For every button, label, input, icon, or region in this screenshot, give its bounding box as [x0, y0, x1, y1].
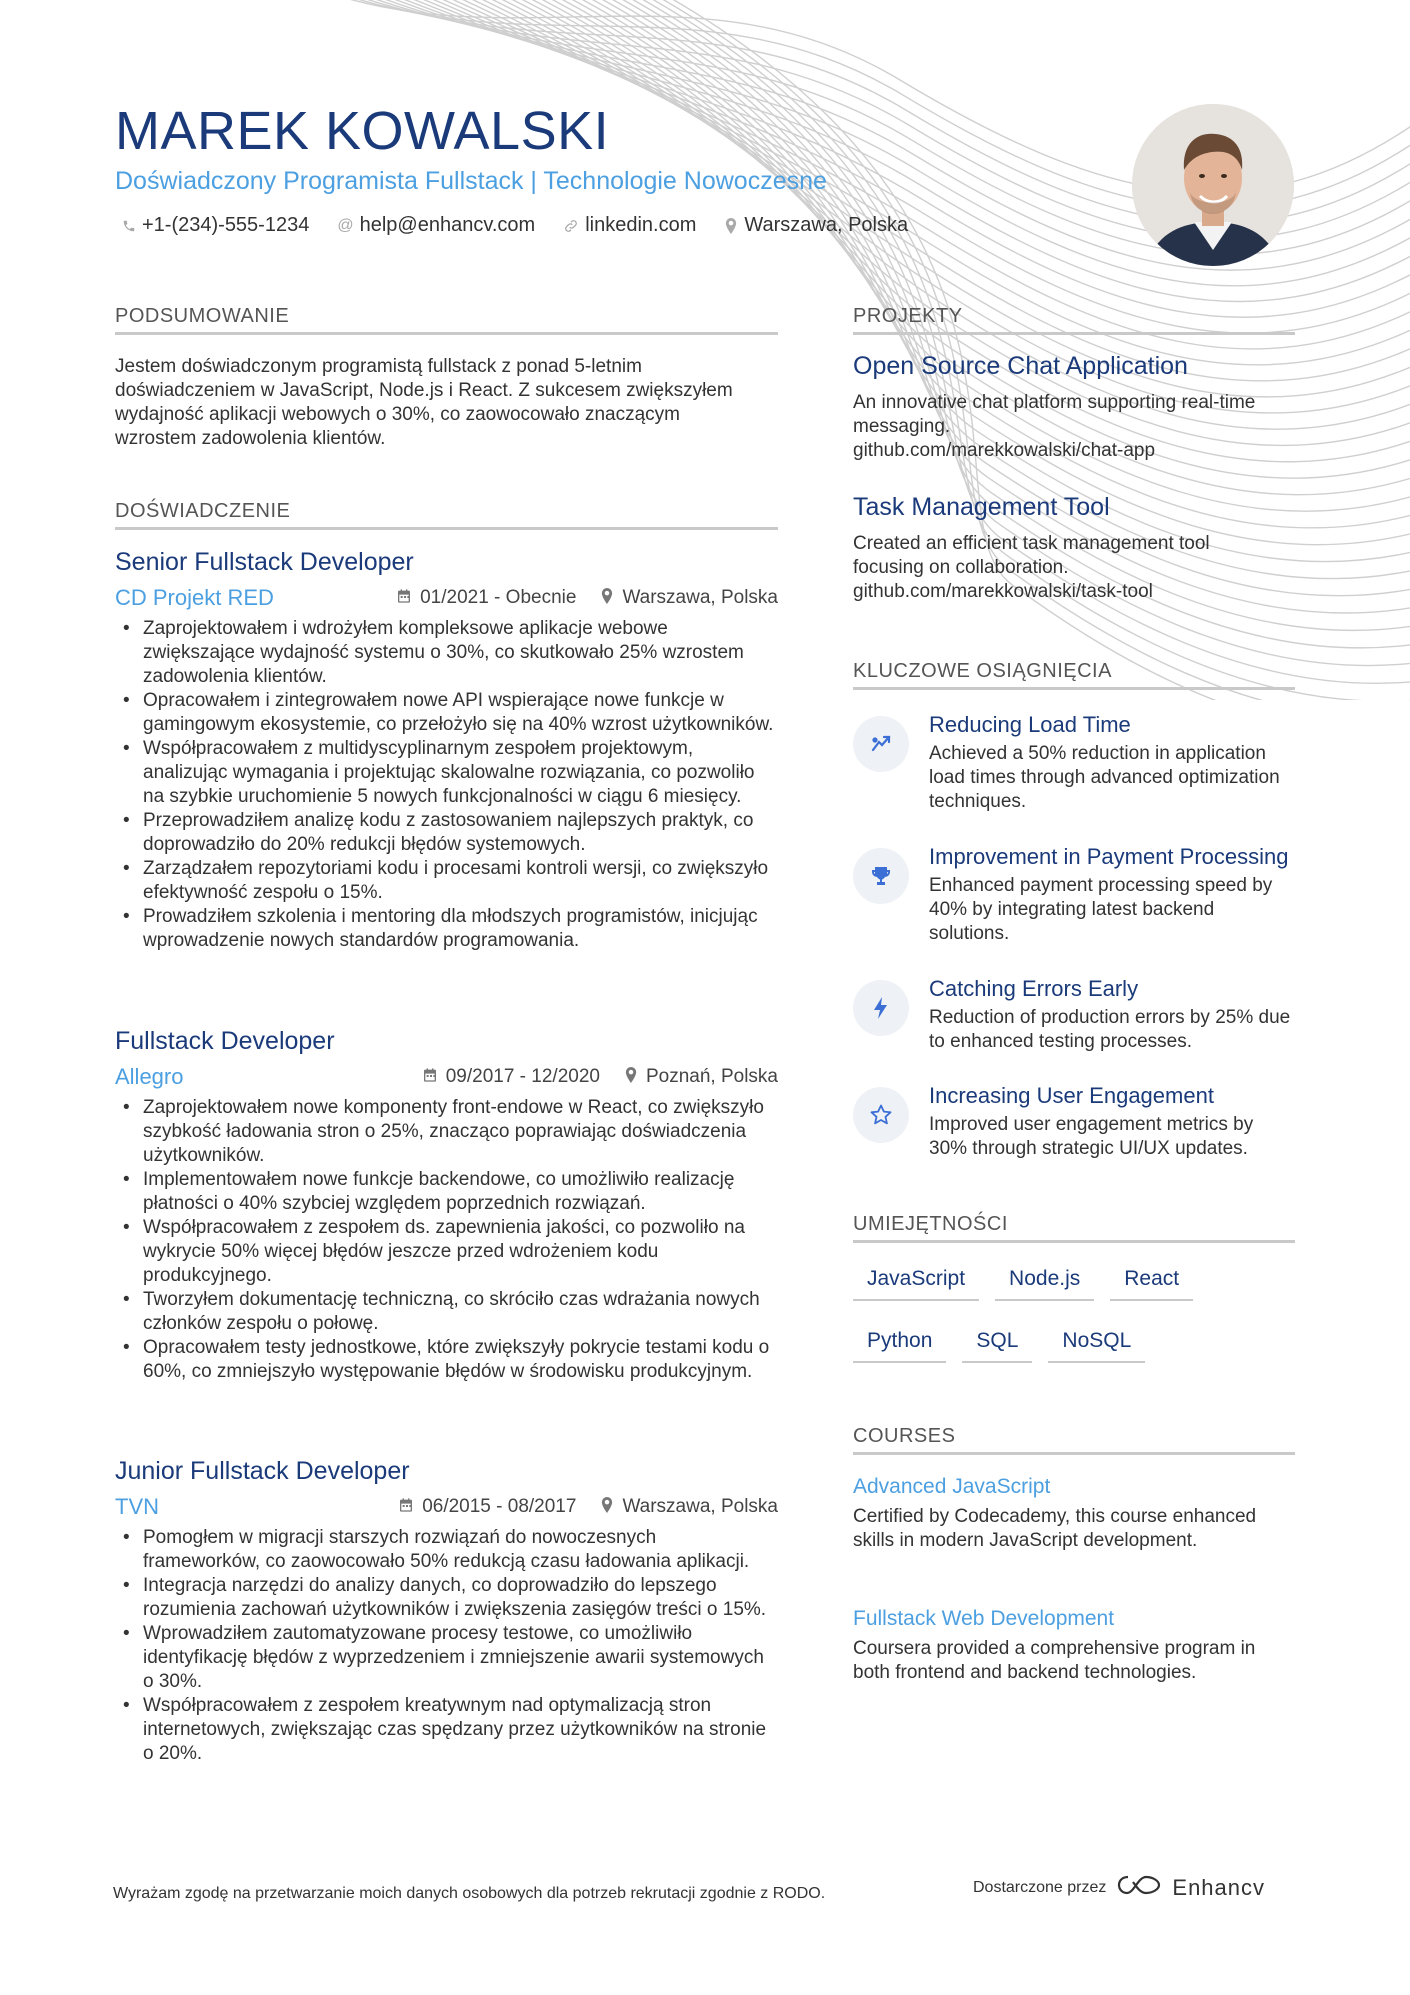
candidate-name: MAREK KOWALSKI: [115, 101, 610, 161]
skill-tag: SQL: [962, 1329, 1032, 1363]
enhancv-logo-icon: [1116, 1872, 1162, 1903]
bullet-item: • Prowadziłem szkolenia i mentoring dla młodszych programistów, inicjując wprowadzenie nowych standardów programowania.: [115, 905, 778, 953]
job-dates-text: 06/2015 - 08/2017: [422, 1496, 577, 1517]
contact-email[interactable]: [337, 214, 535, 237]
job-location: [600, 587, 778, 609]
project-title: Open Source Chat Application: [853, 352, 1188, 380]
achievement-description: Improved user engagement metrics by 30% through strategic UI/UX updates.: [929, 1114, 1254, 1159]
bullet-item: • Opracowałem i zintegrowałem nowe API wspierające nowe funkcje w gamingowym ekosystemie, co przełożyło się na 40% wzrost użytkowników.: [115, 689, 778, 737]
link-icon: [563, 218, 579, 234]
project-title: Task Management Tool: [853, 493, 1110, 521]
job-meta: [115, 1064, 778, 1090]
job-location-text: Warszawa, Polska: [622, 587, 778, 608]
bullet-item: • Wprowadziłem zautomatyzowane procesy testowe, co umożliwiło identyfikację błędów z wyprzedzeniem i zmniejszenie awarii systemowych o 30%.: [115, 1622, 778, 1694]
calendar-icon: [422, 1067, 438, 1088]
at-icon: @: [337, 216, 354, 234]
company-name: TVN: [115, 1494, 159, 1519]
achievement-item: [853, 712, 1295, 814]
contact-phone[interactable]: [122, 214, 309, 237]
contact-linkedin[interactable]: [563, 214, 696, 237]
skills-heading: UMIEJĘTNOŚCI: [853, 1213, 1295, 1243]
speed-icon: [853, 716, 909, 772]
project-link[interactable]: github.com/marekkowalski/task-tool: [853, 581, 1153, 602]
bullet-item: • Pomogłem w migracji starszych rozwiązań do nowoczesnych frameworków, co zaowocowało 50% redukcją czasu ładowania aplikacji.: [115, 1526, 778, 1574]
job-entry: [115, 548, 778, 953]
bullet-item: • Zaprojektowałem i wdrożyłem kompleksowe aplikacje webowe zwiększające wydajność systemu o 30%, co skutkowało 25% wzrostem zadowolenia klientów.: [115, 617, 778, 689]
profile-photo: [1132, 104, 1294, 266]
skills-list: [853, 1267, 1295, 1363]
brand-name: Enhancv: [1172, 1874, 1266, 1900]
job-title: Fullstack Developer: [115, 1027, 335, 1055]
job-dates: [398, 1496, 576, 1518]
project-description: Created an efficient task management tool focusing on collaboration.: [853, 533, 1210, 578]
contact-bar: [122, 214, 908, 237]
project-description: An innovative chat platform supporting real-time messaging.: [853, 392, 1256, 437]
achievements-heading: KLUCZOWE OSIĄGNIĘCIA: [853, 660, 1295, 690]
achievement-title: Reducing Load Time: [929, 712, 1131, 737]
skill-tag: Python: [853, 1329, 946, 1363]
bullet-item: • Tworzyłem dokumentację techniczną, co skróciło czas wdrażania nowych członków zespołu o połowę.: [115, 1288, 778, 1336]
linkedin-text: linkedin.com: [585, 214, 697, 236]
achievement-item: [853, 976, 1295, 1054]
job-bullets: [115, 617, 778, 953]
skill-tag: NoSQL: [1048, 1329, 1145, 1363]
experience-heading: DOŚWIADCZENIE: [115, 500, 778, 530]
achievement-description: Achieved a 50% reduction in application load times through advanced optimization techniques.: [929, 743, 1280, 812]
course-entry: [853, 1607, 1295, 1685]
courses-heading: COURSES: [853, 1425, 1295, 1455]
job-entry: [115, 1457, 778, 1766]
achievement-item: [853, 1083, 1295, 1161]
job-title: Junior Fullstack Developer: [115, 1457, 410, 1485]
job-location: [600, 1496, 778, 1518]
course-description: Coursera provided a comprehensive program in both frontend and backend technologies.: [853, 1638, 1256, 1683]
company-name: Allegro: [115, 1064, 184, 1089]
achievement-title: Increasing User Engagement: [929, 1083, 1214, 1108]
job-meta: [115, 585, 778, 611]
contact-location: [724, 214, 908, 237]
phone-text: +1-(234)-555-1234: [142, 214, 310, 236]
location-pin-icon: [624, 1067, 638, 1088]
location-pin-icon: [600, 1497, 614, 1518]
star-icon: [853, 1087, 909, 1143]
course-entry: [853, 1475, 1295, 1553]
gdpr-consent: Wyrażam zgodę na przetwarzanie moich danych osobowych dla potrzeb rekrutacji zgodnie z RODO.: [113, 1885, 826, 1902]
course-title: Fullstack Web Development: [853, 1607, 1115, 1630]
bolt-icon: [853, 980, 909, 1036]
company-name: CD Projekt RED: [115, 585, 274, 610]
bullet-item: • Współpracowałem z multidyscyplinarnym zespołem projektowym, analizując wymagania i projektując skalowalne rozwiązania, co pozwoliło na szybkie uruchomienie 5 nowych funkcjonalności w ciągu 6 miesięcy.: [115, 737, 778, 809]
job-bullets: [115, 1096, 778, 1384]
achievement-title: Catching Errors Early: [929, 976, 1139, 1001]
bullet-item: • Zaprojektowałem nowe komponenty front-endowe w React, co zwiększyło szybkość ładowania stron o 25%, znacząco poprawiając doświadczenia użytkowników.: [115, 1096, 778, 1168]
job-dates-text: 09/2017 - 12/2020: [445, 1066, 600, 1087]
job-location-text: Warszawa, Polska: [622, 1496, 778, 1517]
bullet-item: • Implementowałem nowe funkcje backendowe, co umożliwiło realizację płatności o 40% szybciej względem poprzednich rozwiązań.: [115, 1168, 778, 1216]
job-dates: [396, 587, 576, 609]
calendar-icon: [398, 1497, 414, 1518]
achievement-description: Enhanced payment processing speed by 40% by integrating latest backend solutions.: [929, 875, 1273, 944]
job-dates: [422, 1066, 600, 1088]
powered-by: [973, 1872, 1265, 1903]
job-entry: [115, 1027, 778, 1384]
location-pin-icon: [600, 588, 614, 609]
bullet-item: • Współpracowałem z zespołem kreatywnym nad optymalizacją stron internetowych, zwiększając czas spędzany przez użytkowników na stronie o 20%.: [115, 1694, 778, 1766]
skill-tag: Node.js: [995, 1267, 1094, 1301]
achievement-title: Improvement in Payment Processing: [929, 844, 1289, 869]
powered-by-text: Dostarczone przez: [973, 1878, 1107, 1896]
projects-heading: PROJEKTY: [853, 305, 1295, 335]
headline: Doświadczony Programista Fullstack | Technologie Nowoczesne: [115, 167, 827, 195]
summary-heading: PODSUMOWANIE: [115, 305, 778, 335]
job-dates-text: 01/2021 - Obecnie: [420, 587, 577, 608]
bullet-item: • Zarządzałem repozytoriami kodu i procesami kontroli wersji, co zwiększyło efektywność zespołu o 15%.: [115, 857, 778, 905]
job-meta: [115, 1494, 778, 1520]
job-title: Senior Fullstack Developer: [115, 548, 414, 576]
bullet-item: • Przeprowadziłem analizę kodu z zastosowaniem najlepszych praktyk, co doprowadziło do 20% redukcji błędów systemowych.: [115, 809, 778, 857]
skill-tag: React: [1110, 1267, 1193, 1301]
job-bullets: [115, 1526, 778, 1766]
phone-icon: [122, 219, 136, 233]
course-title: Advanced JavaScript: [853, 1475, 1051, 1498]
bullet-item: • Integracja narzędzi do analizy danych, co doprowadziło do lepszego rozumienia zachowań użytkowników i zwiększenia zasięgów treści o 15%.: [115, 1574, 778, 1622]
achievement-description: Reduction of production errors by 25% due to enhanced testing processes.: [929, 1007, 1291, 1052]
project-entry: [853, 493, 1273, 604]
email-text: help@enhancv.com: [359, 214, 536, 236]
skill-tag: JavaScript: [853, 1267, 979, 1301]
project-link[interactable]: github.com/marekkowalski/chat-app: [853, 440, 1156, 461]
bullet-item: • Opracowałem testy jednostkowe, które zwiększyły pokrycie testami kodu o 60%, co zmniejszyło występowanie błędów w środowisku produkcyjnym.: [115, 1336, 778, 1384]
bullet-item: • Współpracowałem z zespołem ds. zapewnienia jakości, co pozwoliło na wykrycie 50% więcej błędów jeszcze przed wdrożeniem kodu produkcyjnego.: [115, 1216, 778, 1288]
location-pin-icon: [724, 218, 738, 234]
job-location: [624, 1066, 778, 1088]
job-location-text: Poznań, Polska: [645, 1066, 778, 1087]
project-entry: [853, 352, 1273, 463]
trophy-icon: [853, 848, 909, 904]
calendar-icon: [396, 588, 412, 609]
achievement-item: [853, 844, 1295, 946]
location-text: Warszawa, Polska: [744, 214, 909, 236]
course-description: Certified by Codecademy, this course enhanced skills in modern JavaScript development.: [853, 1506, 1257, 1551]
summary-text: Jestem doświadczonym programistą fullstack z ponad 5-letnim doświadczeniem w JavaScript, Node.js i React. Z sukcesem zwiększyłem wydajność aplikacji webowych o 30%, co zaowocowało znaczącym wzrostem zadowolenia klientów.: [115, 356, 733, 449]
